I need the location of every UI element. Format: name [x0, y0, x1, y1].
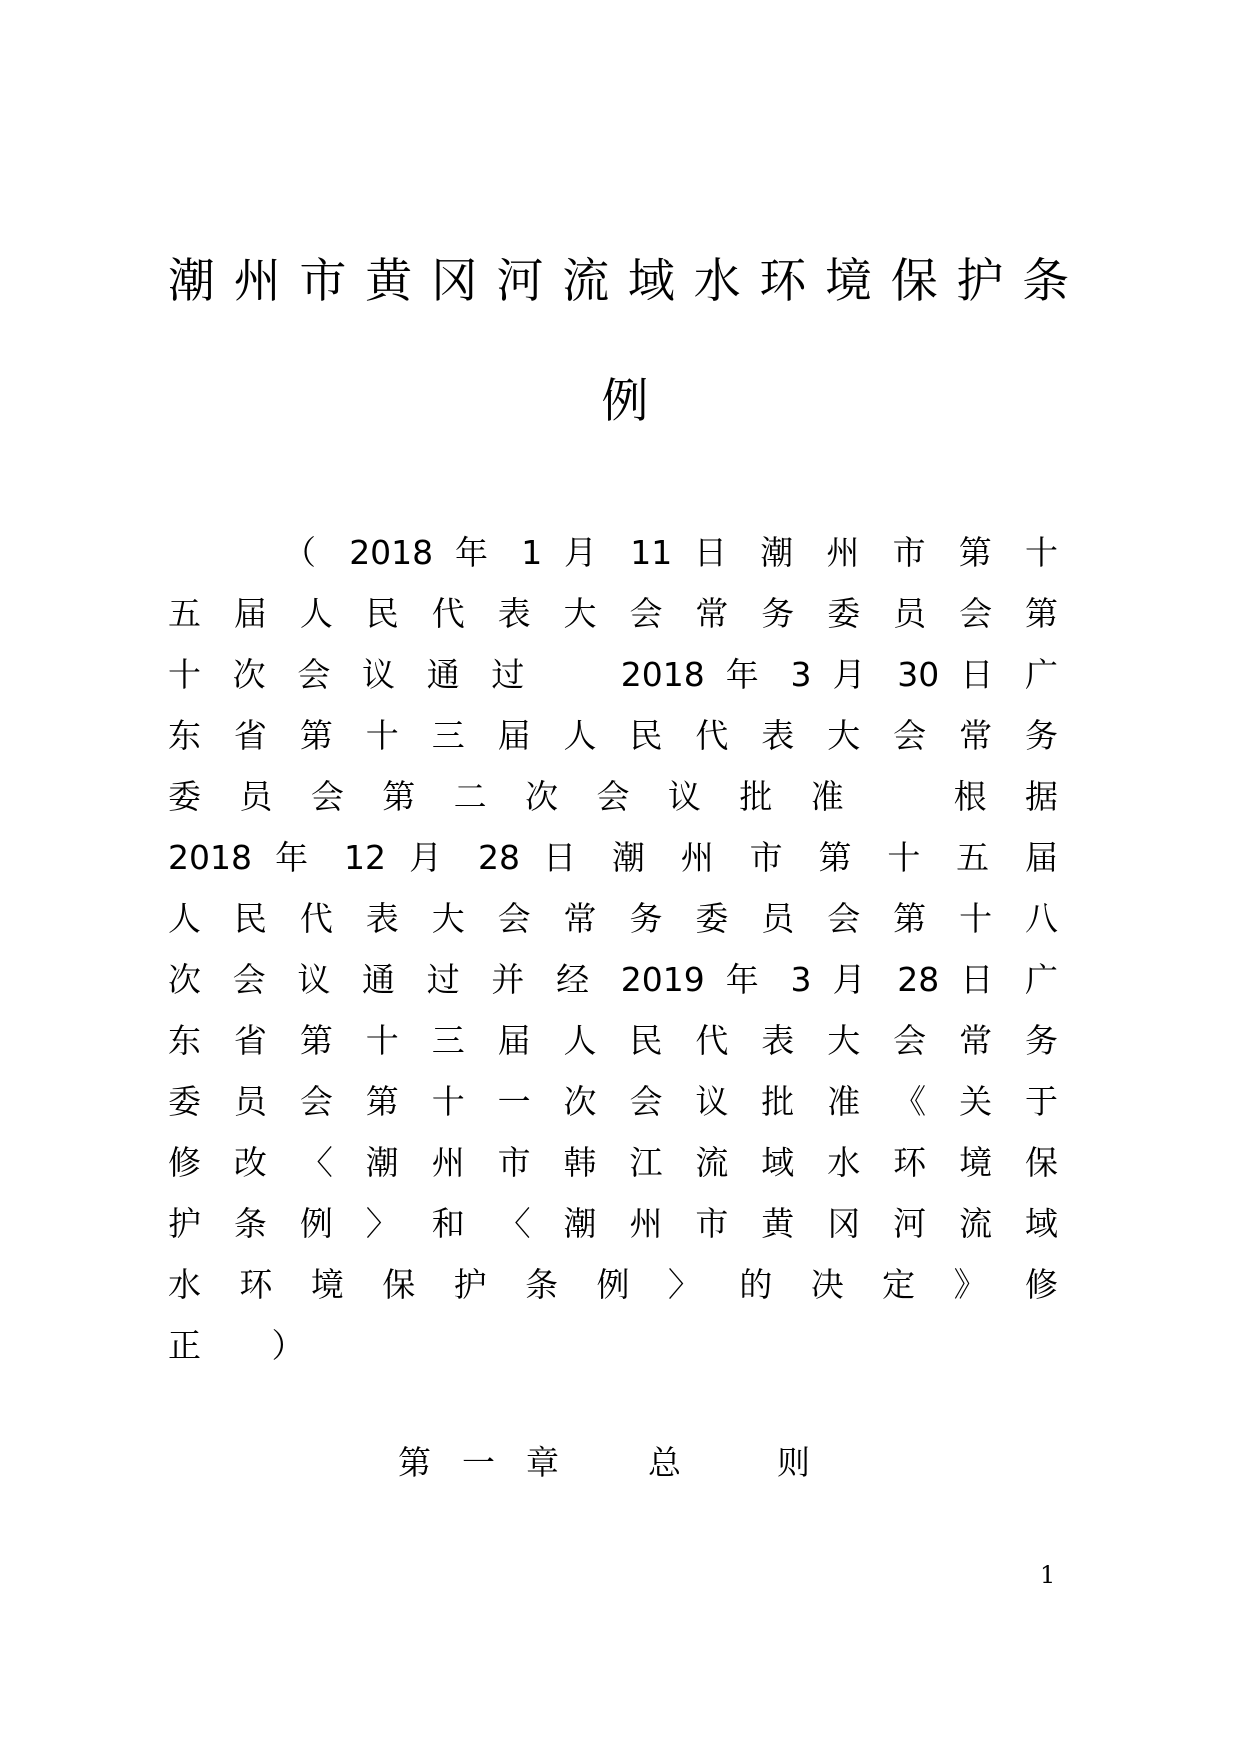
preamble-line: 五 届 人 民 代 表 大 会 常 务 委 员 会 第: [168, 594, 1058, 633]
preamble-line: 护 条 例 〉 和 〈 潮 州 市 黄 冈 河 流 域: [168, 1204, 1058, 1243]
chapter-number: 第一章: [398, 1443, 590, 1482]
preamble-line: 东 省 第 十 三 届 人 民 代 表 大 会 常 务: [168, 1021, 1058, 1060]
preamble-line: 十 次 会 议 通 过 2018 年 3 月 30 日 广: [168, 655, 1058, 694]
preamble-line: 水 环 境 保 护 条 例 〉 的 决 定 》 修: [168, 1265, 1058, 1304]
chapter-heading: [398, 1440, 906, 1486]
chapter-name: 总则: [648, 1443, 906, 1482]
preamble-line: 委 员 会 第 十 一 次 会 议 批 准 《 关 于: [168, 1082, 1058, 1121]
preamble-line: 人 民 代 表 大 会 常 务 委 员 会 第 十 八: [168, 899, 1058, 938]
preamble-line: 2018 年 12 月 28 日 潮 州 市 第 十 五 届: [168, 838, 1058, 877]
preamble-line: 东 省 第 十 三 届 人 民 代 表 大 会 常 务: [168, 716, 1058, 755]
preamble-line: （ 2018 年 1 月 11 日 潮 州 市 第 十: [283, 533, 1058, 572]
preamble-paragraph: [168, 530, 1058, 1384]
document-title-line-2: 例: [601, 374, 649, 429]
page-number: 1: [1040, 1561, 1056, 1589]
preamble-line: 次 会 议 通 过 并 经 2019 年 3 月 28 日 广: [168, 960, 1058, 999]
preamble-line: 委 员 会 第 二 次 会 议 批 准 根 据: [168, 777, 1058, 816]
preamble-line: 正 ）: [168, 1326, 335, 1365]
preamble-line: 修 改 〈 潮 州 市 韩 江 流 域 水 环 境 保: [168, 1143, 1058, 1182]
document-title-line-1: 潮州市黄冈河流域水环境保护条: [168, 254, 1088, 309]
